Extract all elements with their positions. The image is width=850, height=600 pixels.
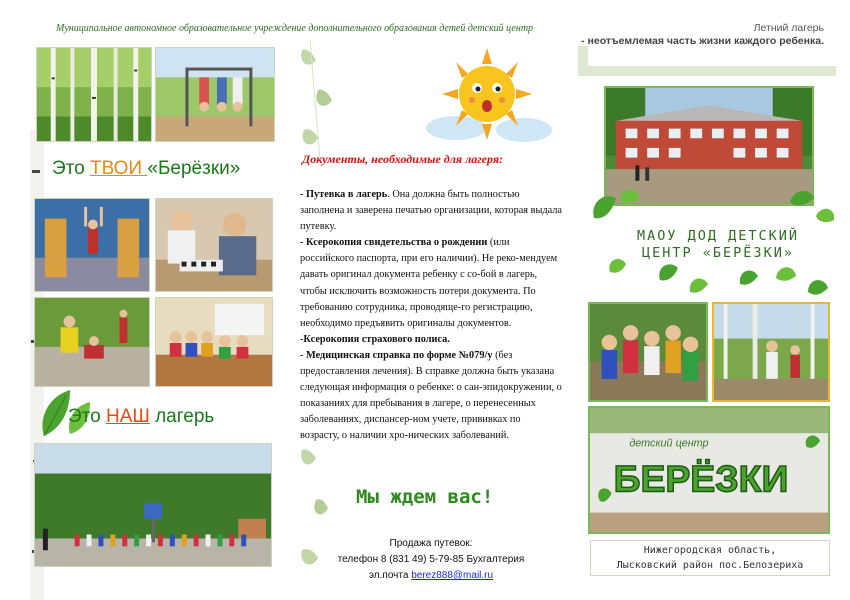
photo-boys-chess — [155, 198, 273, 292]
sales-title: Продажа путевок: — [389, 538, 473, 549]
caption1-suffix: «Берёзки» — [147, 158, 241, 179]
org-name-line1: МАОУ ДОД ДЕТСКИЙ — [636, 228, 800, 244]
photo-camp-lineup — [34, 443, 272, 567]
caption1-highlight: ТВОИ — [90, 158, 148, 179]
doc-item-medical-certificate — [300, 348, 562, 445]
institution-header: Муниципальное автономное образовательное учреждение дополнительного образования детей детский центр — [56, 23, 534, 34]
slogan-line1: Летний лагерь — [753, 22, 824, 34]
sales-email-prefix: эл.почта — [368, 570, 412, 581]
graffiti-small-text: детский центр — [629, 437, 709, 450]
address-line2: Лысковский район пос.Белозериха — [616, 560, 804, 571]
photo-kids-group — [588, 302, 708, 402]
caption2-suffix: лагерь — [149, 406, 215, 427]
doc2-text: (или российского паспорта, при его наличии). Не реко-мендуем давать оригинал документа ребенку с со-бой в лагерь, чтобы исключить возможность потери документа. По требованию сотрудника, проводяще-го регистрацию, необходимо предъявить оригиналы документов. — [300, 237, 558, 329]
sales-info — [300, 536, 562, 584]
documents-list — [300, 187, 562, 445]
documents-title: Документы, необходимые для лагеря: — [302, 152, 504, 166]
org-name-line2: ЦЕНТР «БЕРЁЗКИ» — [642, 245, 794, 261]
org-name — [608, 228, 828, 262]
photo-kids-birch-grove — [712, 302, 830, 402]
we-wait-for-you: Мы ждем вас! — [356, 486, 494, 508]
caption2-highlight: НАШ — [106, 406, 150, 427]
caption-your-berezki — [52, 158, 240, 180]
photo-kids-classroom — [155, 297, 273, 387]
photo-kids-playing-outdoors — [34, 297, 150, 387]
graffiti-big-text: БЕРЁЗКИ — [613, 457, 789, 500]
doc4-title: - Медицинская справка по форме №079/у — [300, 349, 493, 361]
doc4-text: (без предоставления лечения). В справке должна быть указана следующая информация о ребенке: о сан-эпидокружении, о показаниях для пребывания в лагере, о перенесенных заболеваниях, диспансер-ном учете, прививках по возрасту, о наличии хро-нических заболеваний. — [300, 349, 562, 442]
doc2-title: - Ксерокопия свидетельства о рождении — [300, 237, 488, 249]
doc-item-voucher — [300, 187, 562, 235]
doc1-title: - Путевка в лагерь — [300, 189, 388, 200]
photo-graffiti-wall — [588, 406, 830, 534]
doc-item-insurance — [300, 332, 562, 348]
sales-phone: телефон 8 (831 49) 5-79-85 Бухгалтерия — [337, 554, 525, 565]
address-box — [590, 540, 830, 576]
corner-frame-decoration — [578, 46, 836, 76]
caption2-prefix: Это — [68, 406, 106, 427]
sales-email-line — [300, 568, 562, 584]
photo-birch-forest — [36, 47, 152, 142]
slogan — [581, 22, 824, 48]
email-link[interactable]: berez888@mail.ru — [411, 570, 494, 581]
sun-icon — [420, 46, 554, 146]
doc3-title: -Ксерокопия страхового полиса. — [300, 333, 450, 345]
address-line1: Нижегородская область, — [643, 545, 777, 556]
photo-kids-on-bars — [155, 47, 275, 142]
birch-branch-decoration — [296, 40, 356, 160]
doc-item-birth-certificate — [300, 235, 562, 332]
photo-girl-jumping — [34, 198, 150, 292]
doc1-text: . Она должна быть полностью заполнена и заверена печатью организации, которая выдала путевку. — [300, 189, 562, 233]
caption1-prefix: Это — [52, 158, 90, 179]
slogan-line2: - неотъемлемая часть жизни каждого ребенка. — [581, 35, 824, 47]
caption-our-camp — [68, 406, 214, 428]
